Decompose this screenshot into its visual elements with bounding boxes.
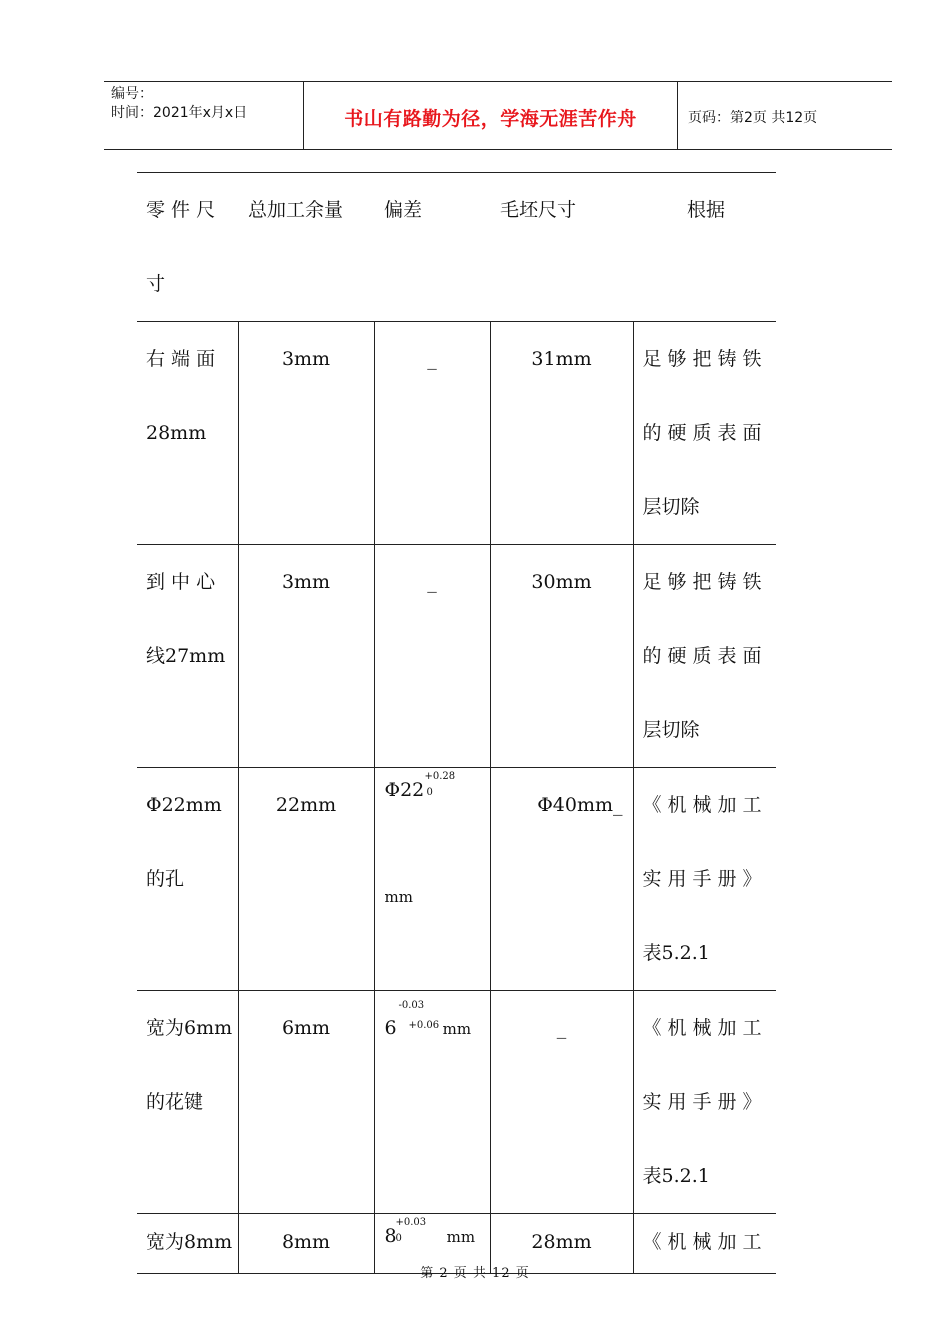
header-basis: 根据 [687,199,726,221]
tolerance-value: Φ22 0 +0.28 [384,771,456,801]
cell-blank: 31mm [490,322,633,545]
cell-allowance: 3mm [238,545,374,768]
tolerance-value: 6 -0.03 +0.06 [384,1000,440,1039]
header-allowance: 总加工余量 [248,199,344,221]
cell-basis: 足够把铸铁 的硬质表面 层切除 [633,322,776,545]
cell-basis: 《机械加工 实用手册》 表5.2.1 [633,991,776,1214]
number-label: 编号： [111,86,153,102]
header-motto: 书山有路勤为径，学海无涯苦作舟 [304,82,678,149]
page-footer: 第 2 页 共 12 页 [420,1266,530,1281]
cell-blank: 28mm [490,1214,633,1274]
cell-part: 右 端 面 28mm [146,348,216,444]
tolerance-value: 8 0 +0.03 [384,1217,427,1247]
cell-basis: 足够把铸铁 的硬质表面 层切除 [633,545,776,768]
header-part-size: 零 件 尺 寸 [146,199,216,295]
cell-blank: _ [490,991,633,1214]
cell-part: 宽为6mm 的花键 [146,1017,233,1113]
cell-deviation: 8 0 +0.03 mm [374,1214,490,1274]
header-page-label: 页码：第2页 共12页 [688,110,818,126]
table-row [137,322,776,545]
table-row [137,768,776,991]
header-meta [104,82,304,149]
table-row [137,545,776,768]
cell-deviation: _ [374,322,490,545]
machining-allowance-table [137,172,776,1274]
cell-allowance: 6mm [238,991,374,1214]
header-blank-size: 毛坯尺寸 [500,199,577,221]
cell-basis: 《机械加工 [633,1214,776,1274]
time-label: 时间：2021年x月x日 [111,105,248,121]
header-deviation: 偏差 [384,199,423,221]
cell-blank: 30mm [490,545,633,768]
cell-deviation: 6 -0.03 +0.06 mm [374,991,490,1214]
cell-basis: 《机械加工 实用手册》 表5.2.1 [633,768,776,991]
cell-allowance: 22mm [238,768,374,991]
table-row [137,991,776,1214]
cell-part: 到 中 心 线27mm [146,571,226,667]
cell-deviation: Φ22 0 +0.28 mm [374,768,490,991]
cell-allowance: 3mm [238,322,374,545]
cell-part: 宽为8mm [146,1231,233,1253]
cell-blank: Φ40mm_ [490,768,633,991]
cell-allowance: 8mm [238,1214,374,1274]
table-header-row [137,173,776,322]
page-header [104,81,892,150]
cell-deviation: _ [374,545,490,768]
cell-part: Φ22mm 的孔 [146,794,222,890]
